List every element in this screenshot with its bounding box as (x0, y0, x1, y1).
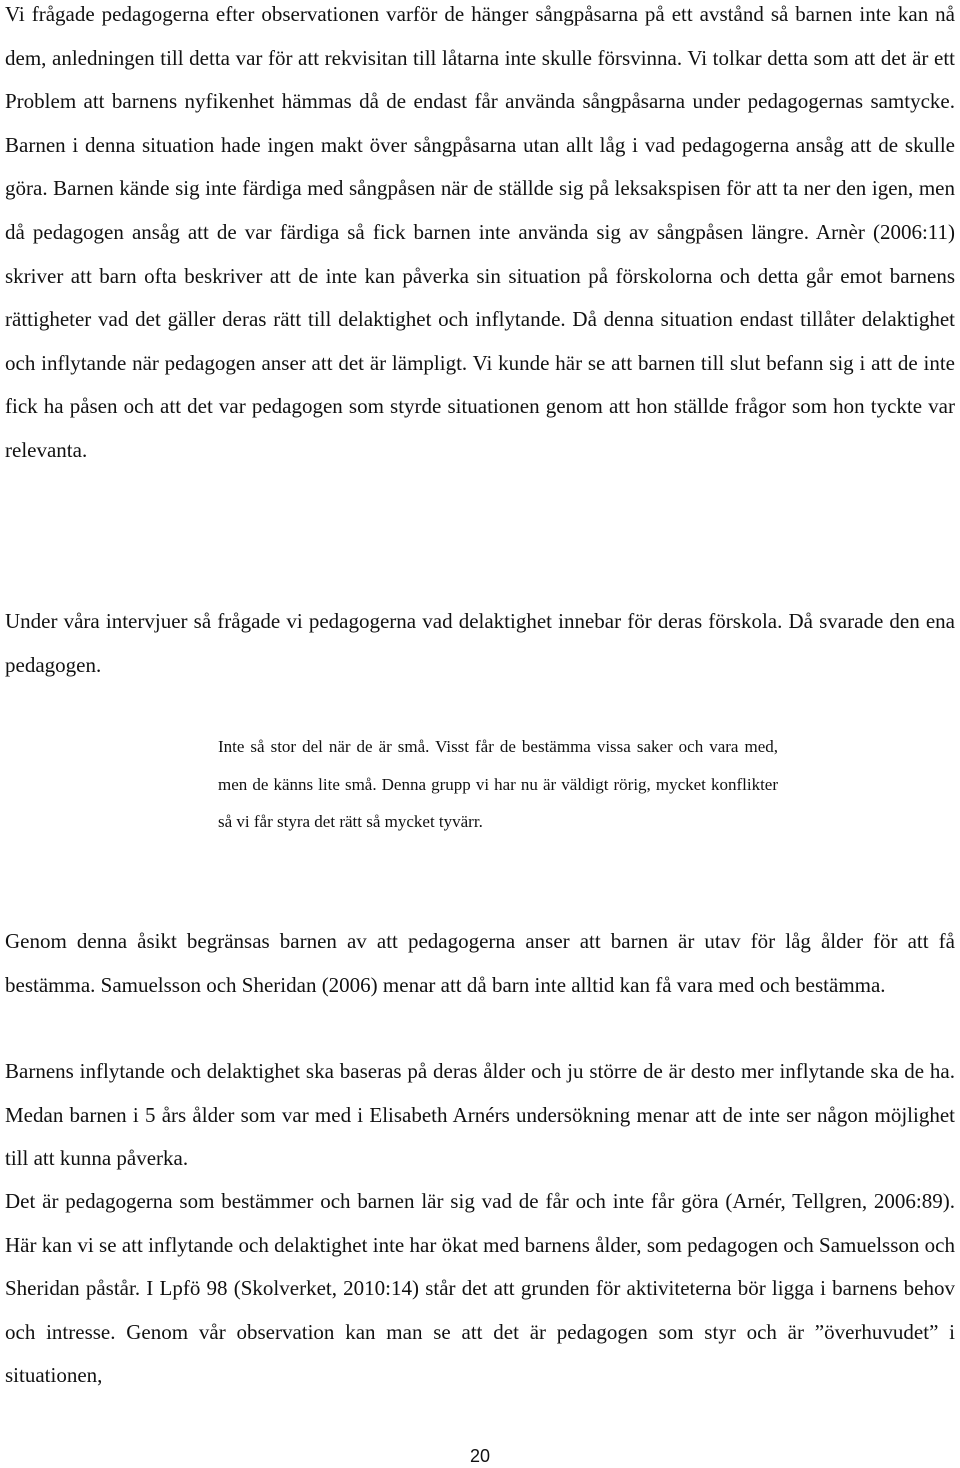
paragraph-interview-intro: Under våra intervjuer så frågade vi pedagogerna vad delaktighet innebar för deras förskola. Då svarade den ena pedagogen. (5, 609, 955, 677)
paragraph-observation-analysis: Vi frågade pedagogerna efter observationen varför de hänger sångpåsarna på ett avstånd så barnen inte kan nå dem, anledningen till detta var för att rekvisitan till låtarna inte skulle försvinna. Vi tolkar detta som att det är ett Problem att barnens nyfikenhet hämmas då de endast får använda sångpåsarna under pedagogernas samtycke. Barnen i denna situation hade ingen makt över sångpåsarna utan allt låg i vad pedagogerna ansåg att de skulle göra. Barnen kände sig inte färdiga med sångpåsen när de ställde sig på leksakspisen för att ta ner den igen, men då pedagogen ansåg att de var färdiga så fick barnen inte använda sig av sångpåsen längre. Arnèr (2006:11) skriver att barn ofta beskriver att de inte kan påverka sin situation på förskolorna och detta går emot barnens rättigheter vad det gäller deras rätt till delaktighet och inflytande. Då denna situation endast tillåter delaktighet och inflytande när pedagogen anser att det är lämpligt. Vi kunde här se att barnen till slut befann sig i att de inte fick ha påsen och att det var pedagogen som styrde situationen genom att hon ställde frågor som hon tyckte var relevanta. (5, 2, 955, 462)
page-number: 20 (469, 1446, 491, 1466)
paragraph-age-limitation: Genom denna åsikt begränsas barnen av att pedagogerna anser att barnen är utav för låg ålder för att få bestämma. Samuelsson och Sheridan (2006) menar att då barn inte alltid kan få vara med och bestämma. (5, 929, 955, 997)
paragraph-pedagogues-decide: Det är pedagogerna som bestämmer och barnen lär sig vad de får och inte får göra (Arnér, Tellgren, 2006:89). Här kan vi se att inflytande och delaktighet inte har ökat med barnens ålder, som pedagogen och Samuelsson och Sheridan påstår. I Lpfö 98 (Skolverket, 2010:14) står det att grunden för aktiviteterna bör ligga i barnens behov och intresse. Genom vår observation kan man se att det är pedagogen som styr och är ”överhuvudet” i situationen, (5, 1189, 955, 1388)
block-quote-pedagogue: Inte så stor del när de är små. Visst får de bestämma vissa saker och vara med, men de känns lite små. Denna grupp vi har nu är väldigt rörig, mycket konflikter så vi får styra det rätt så mycket tyvärr. (218, 737, 778, 831)
paragraph-influence-age: Barnens inflytande och delaktighet ska baseras på deras ålder och ju större de är desto mer inflytande ska de ha. Medan barnen i 5 års ålder som var med i Elisabeth Arnérs undersökning menar att de inte ser någon möjlighet till att kunna påverka. (5, 1059, 955, 1171)
